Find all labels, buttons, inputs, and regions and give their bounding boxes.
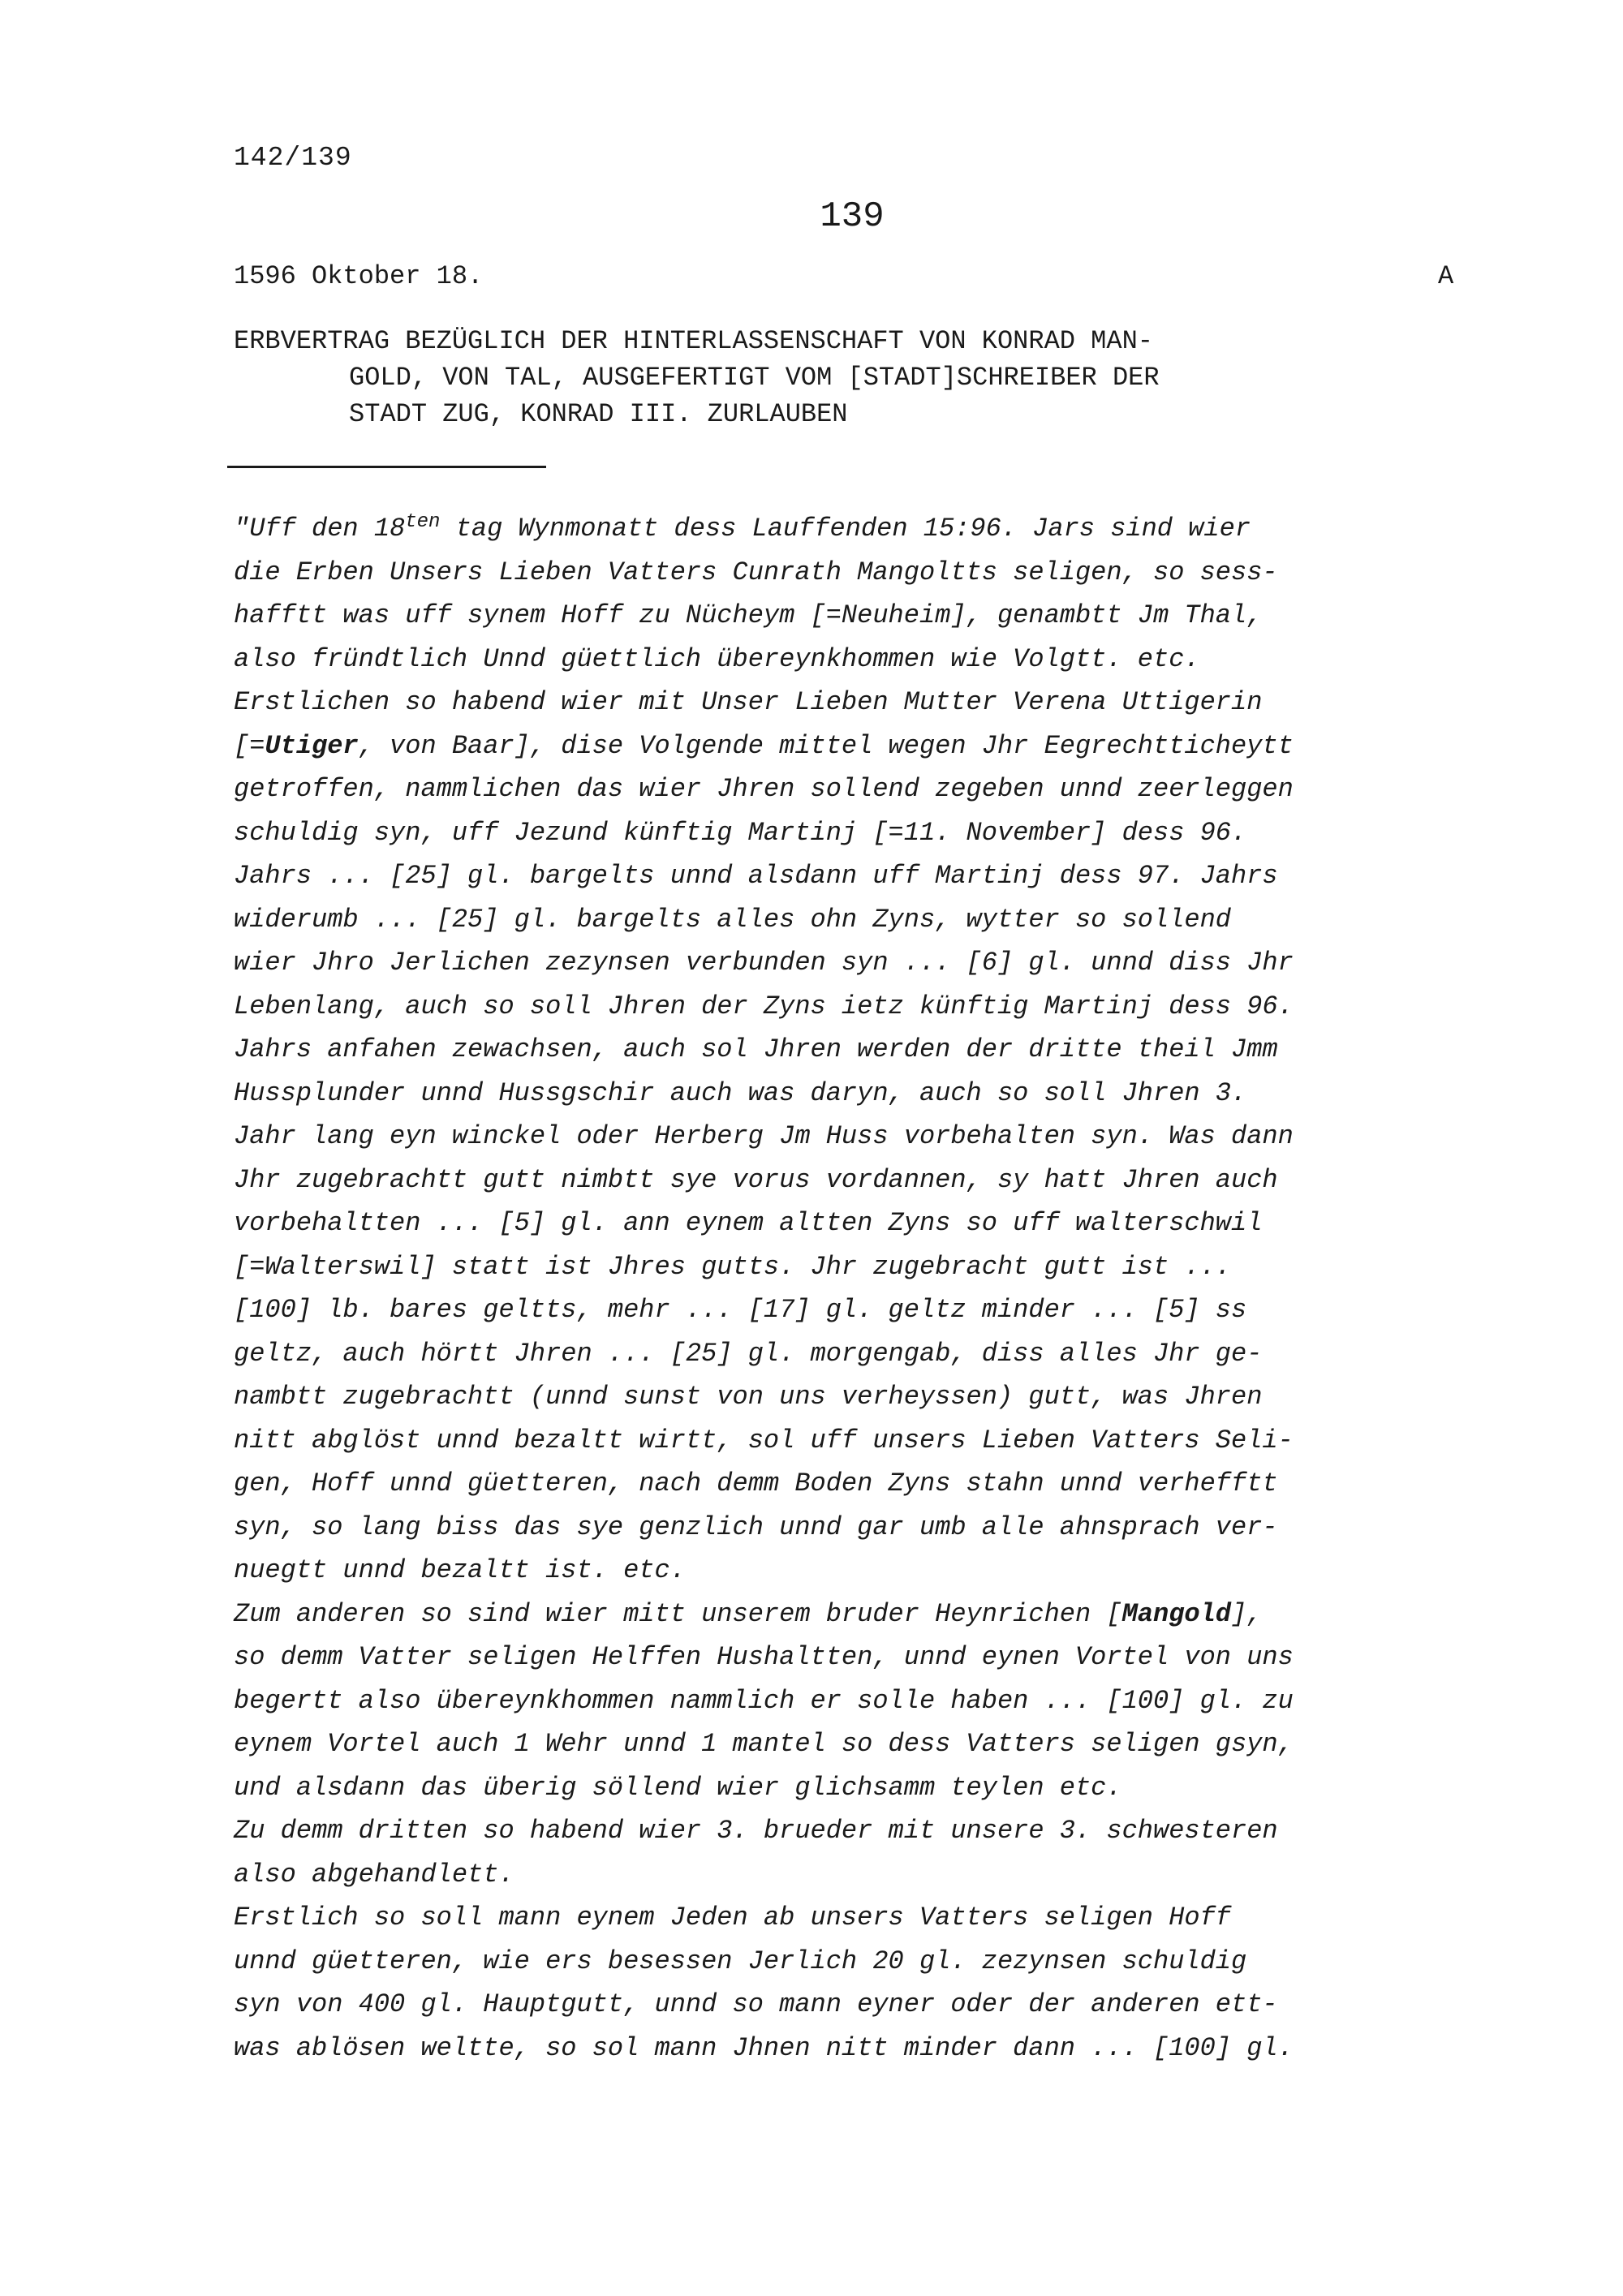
body-line: [=Walterswil] statt ist Jhres gutts. Jhr zugebracht gutt ist ... <box>234 1251 1231 1282</box>
body-line: nambtt zugebrachtt (unnd sunst von uns verheyssen) gutt, was Jhren <box>234 1382 1263 1412</box>
title-line: GOLD, VON TAL, AUSGEFERTIGT VOM [STADT]SCHREIBER DER <box>349 363 1160 393</box>
page-number: 139 <box>820 196 885 237</box>
body-line: nitt abglöst unnd bezaltt wirtt, sol uff unsers Lieben Vatters Seli- <box>234 1425 1294 1455</box>
body-line: Zu demm dritten so habend wier 3. brueder mit unsere 3. schwesteren <box>234 1816 1278 1846</box>
body-line: Jhr zugebrachtt gutt nimbtt sye vorus vordannen, sy hatt Jhren auch <box>234 1164 1278 1195</box>
body-line: Jahrs anfahen zewachsen, auch sol Jhren werden der dritte theil Jmm <box>234 1034 1278 1064</box>
body-line: unnd güetteren, wie ers besessen Jerlich 20 gl. zezynsen schuldig <box>234 1946 1247 1976</box>
body-line: getroffen, nammlichen das wier Jhren sollend zegeben unnd zeerleggen <box>234 774 1294 804</box>
bold-name: Mangold <box>1121 1598 1231 1629</box>
body-line: [100] lb. bares geltts, mehr ... [17] gl. geltz minder ... [5] ss <box>234 1295 1247 1325</box>
body-line: Zum anderen so sind wier mitt unserem bruder Heynrichen [Mangold], <box>234 1598 1263 1629</box>
body-line: schuldig syn, uff Jezund künftig Martinj [=11. November] dess 96. <box>234 817 1247 848</box>
body-line: also abgehandlett. <box>234 1859 514 1890</box>
version-letter: A <box>1438 261 1454 291</box>
body-line: Lebenlang, auch so soll Jhren der Zyns ietz künftig Martinj dess 96. <box>234 991 1294 1021</box>
divider-rule <box>227 466 546 468</box>
superscript: ten <box>405 511 441 533</box>
body-line: Erstlich so soll mann eynem Jeden ab unsers Vatters seligen Hoff <box>234 1903 1231 1933</box>
body-line: also fründtlich Unnd güettlich übereynkhommen wie Volgtt. etc. <box>234 643 1200 674</box>
body-line: wier Jhro Jerlichen zezynsen verbunden syn ... [6] gl. unnd diss Jhr <box>234 948 1294 978</box>
document-date: 1596 Oktober 18. <box>234 261 484 291</box>
body-line: nuegtt unnd bezaltt ist. etc. <box>234 1555 686 1585</box>
body-line: syn von 400 gl. Hauptgutt, unnd so mann eyner oder der anderen ett- <box>234 1989 1278 2019</box>
body-line: widerumb ... [25] gl. bargelts alles ohn Zyns, wytter so sollend <box>234 904 1231 935</box>
body-line: vorbehaltten ... [5] gl. ann eynem altten Zyns so uff walterschwil <box>234 1208 1263 1238</box>
body-line: "Uff den $18^{ten}$ tag Wynmonatt dess Lauffenden 15:96. Jars sind wier <box>234 511 1251 544</box>
body-line: so demm Vatter seligen Helffen Hushaltten, unnd eynen Vortel von uns <box>234 1642 1294 1672</box>
body-line: Erstlichen so habend wier mit Unser Lieben Mutter Verena Uttigerin <box>234 687 1263 717</box>
body-line: [=Utiger, von Baar], dise Volgende mittel wegen Jhr Eegrechtticheytt <box>234 730 1294 761</box>
document-reference: 142/139 <box>234 143 352 173</box>
body-line: geltz, auch hörtt Jhren ... [25] gl. morgengab, diss alles Jhr ge- <box>234 1338 1263 1369</box>
body-line: gen, Hoff unnd güetteren, nach demm Boden Zyns stahn unnd verhefftt <box>234 1468 1278 1498</box>
body-line: und alsdann das überig söllend wier glichsamm teylen etc. <box>234 1772 1122 1803</box>
body-line: Jahrs ... [25] gl. bargelts unnd alsdann uff Martinj dess 97. Jahrs <box>234 861 1278 891</box>
body-line: hafftt was uff synem Hoff zu Nücheym [=Neuheim], genambtt Jm Thal, <box>234 600 1263 630</box>
body-line: die Erben Unsers Lieben Vatters Cunrath Mangoltts seligen, so sess- <box>234 557 1278 587</box>
body-line: was ablösen weltte, so sol mann Jhnen nitt minder dann ... [100] gl. <box>234 2032 1294 2063</box>
title-line: ERBVERTRAG BEZÜGLICH DER HINTERLASSENSCHAFT VON KONRAD MAN- <box>234 326 1153 356</box>
bold-name: Utiger <box>265 730 359 761</box>
body-line: syn, so lang biss das sye genzlich unnd gar umb alle ahnsprach ver- <box>234 1511 1278 1542</box>
body-line: begertt also übereynkhommen nammlich er solle haben ... [100] gl. zu <box>234 1685 1294 1716</box>
document-title <box>234 323 1451 432</box>
body-line: Jahr lang eyn winckel oder Herberg Jm Huss vorbehalten syn. Was dann <box>234 1121 1294 1151</box>
body-line: Hussplunder unnd Hussgschir auch was daryn, auch so soll Jhren 3. <box>234 1077 1247 1108</box>
document-body <box>234 507 1500 2070</box>
body-line: eynem Vortel auch 1 Wehr unnd 1 mantel so dess Vatters seligen gsyn, <box>234 1729 1294 1759</box>
title-line: STADT ZUG, KONRAD III. ZURLAUBEN <box>349 399 848 429</box>
